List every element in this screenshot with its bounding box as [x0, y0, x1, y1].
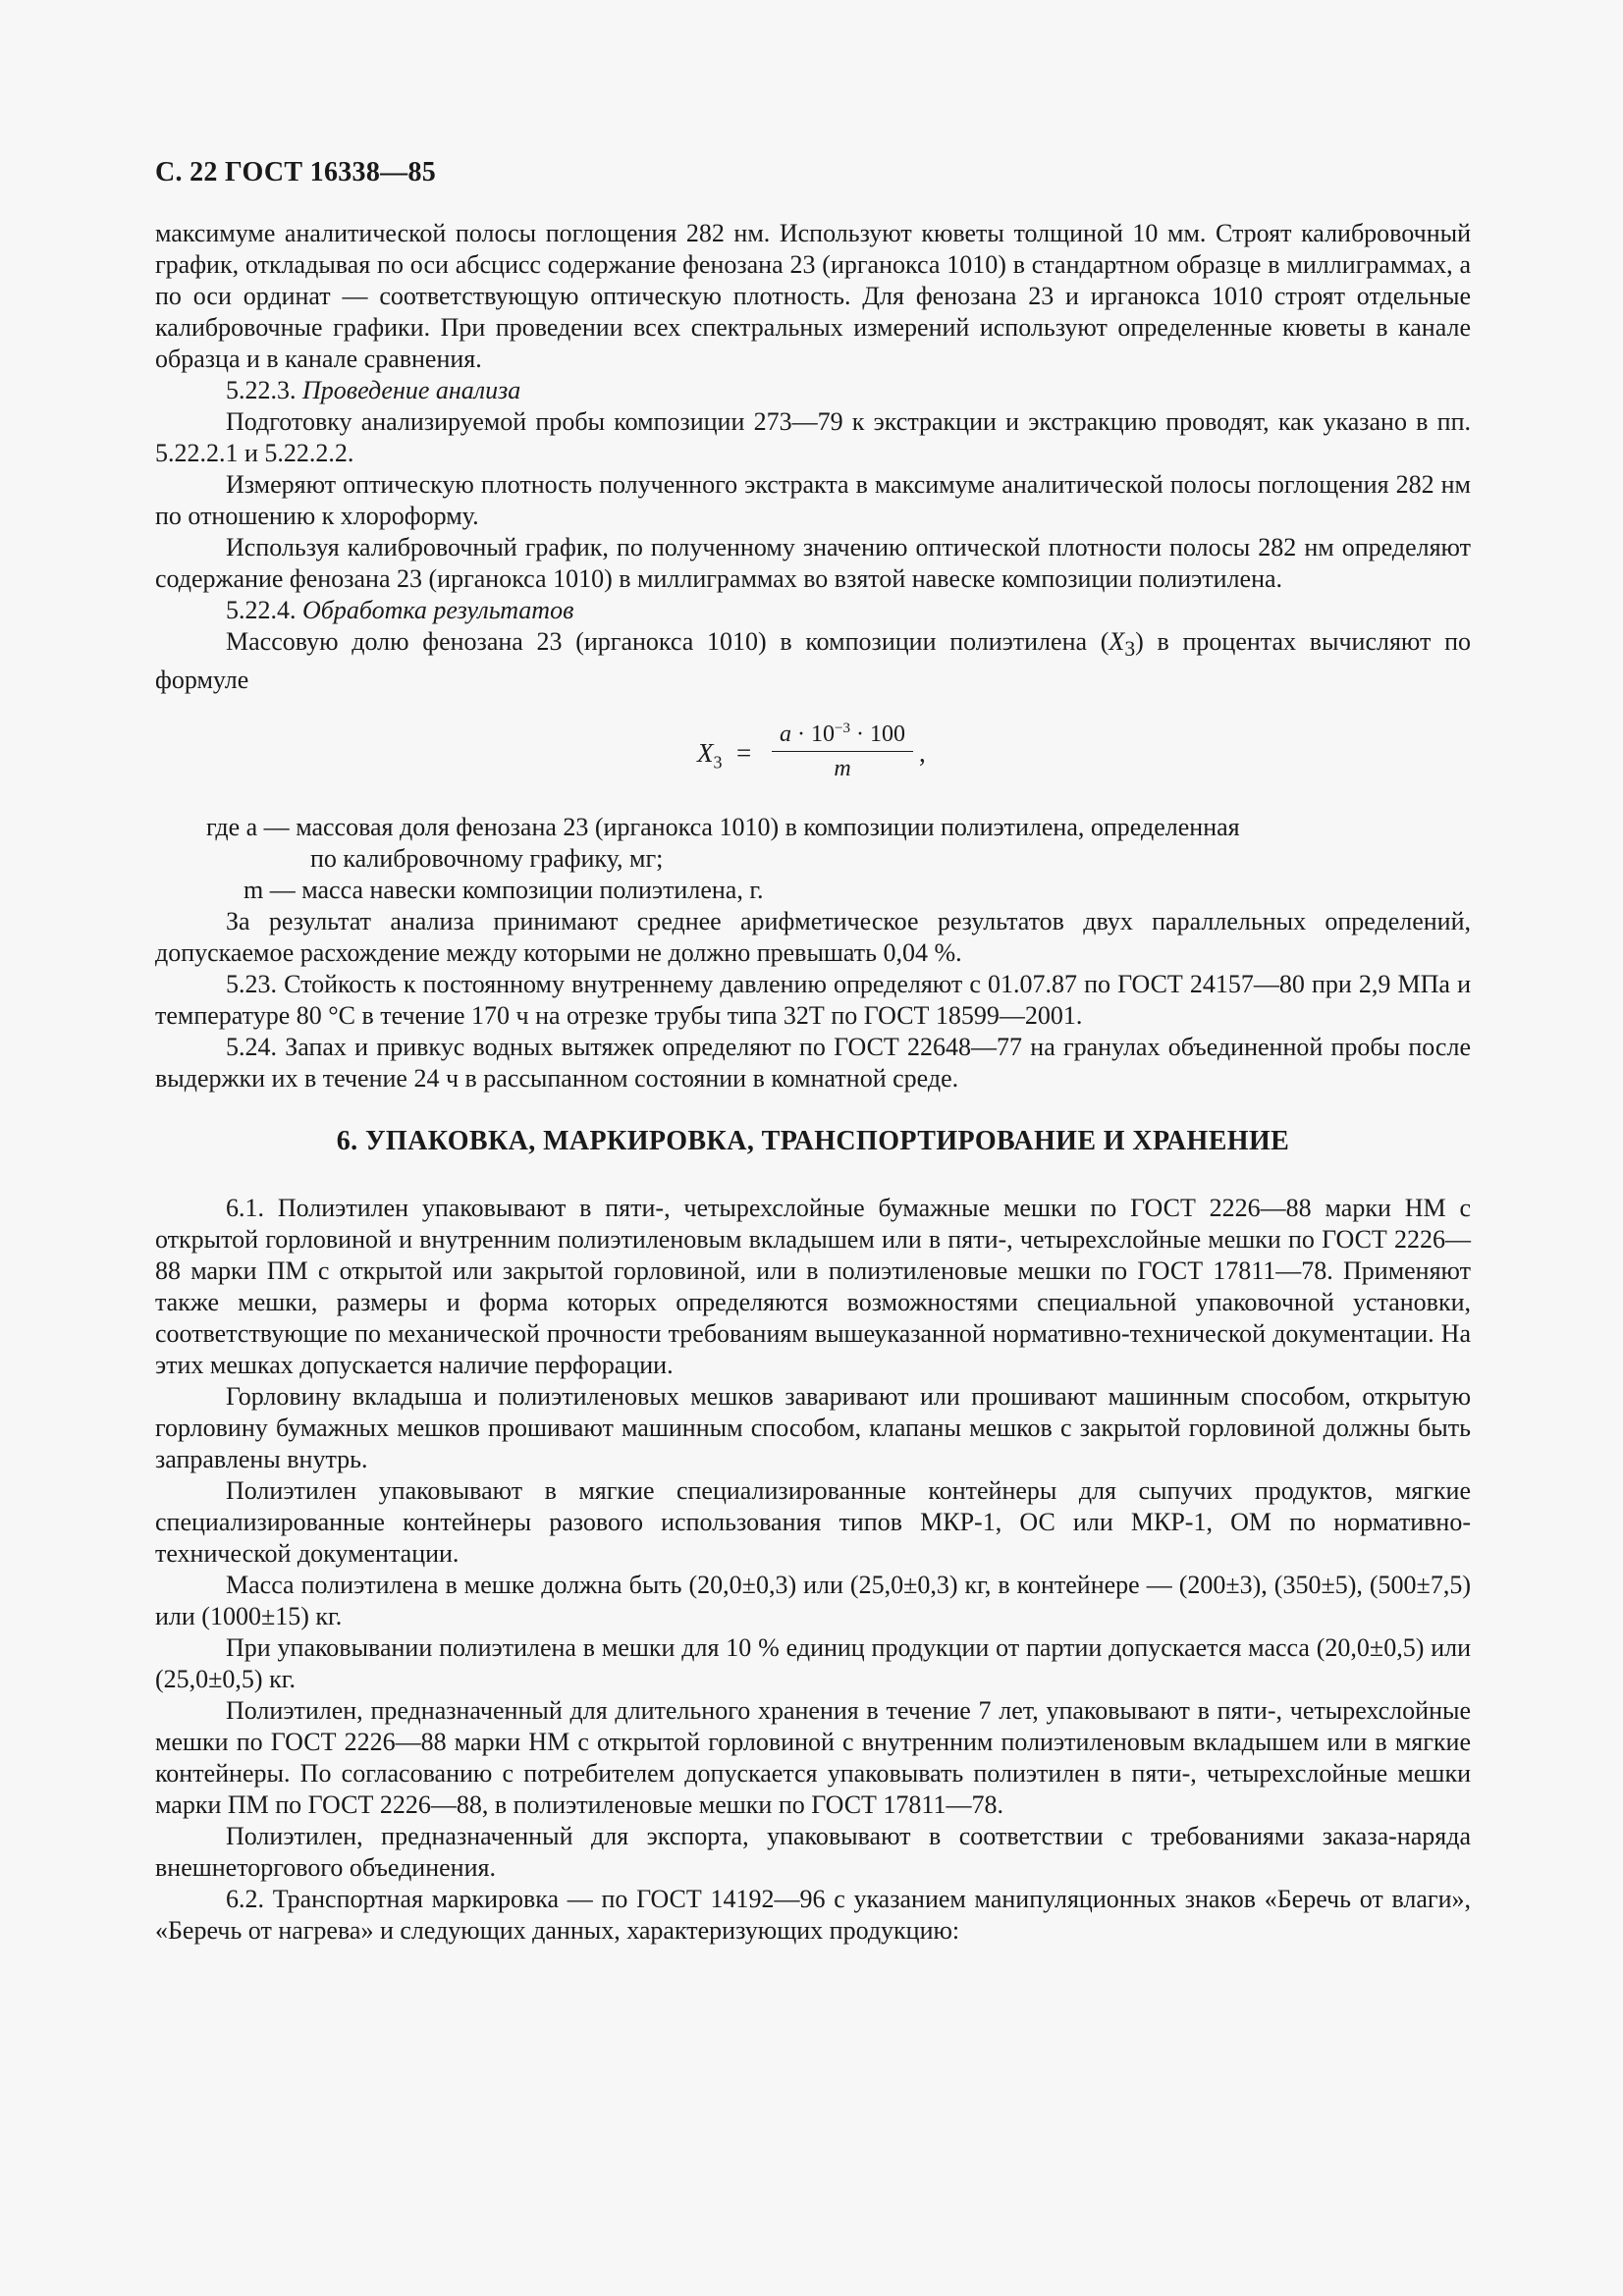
legend-row-a	[155, 812, 1471, 843]
formula-intro-text-end: ) в процентах вычисляют по формуле	[155, 627, 1471, 695]
subsection-number: 5.22.4.	[226, 596, 297, 624]
formula-intro-text: Массовую долю фенозана 23 (ирганокса 1010) в композиции полиэтилена (	[226, 627, 1109, 656]
legend-label-a: где a —	[206, 813, 297, 842]
page-header: С. 22 ГОСТ 16338—85	[155, 157, 437, 187]
paragraph-long-storage: Полиэтилен, предназначенный для длительного хранения в течение 7 лет, упаковывают в пяти-, четырехслойные мешки по ГОСТ 2226—88 марки НМ с открытой горловиной с внутренним полиэтиленовым вкладышем или в мягкие контейнеры. По согласованию с потребителем допускается упаковывать полиэтилен в пяти-, четырехслойные мешки марки ПМ по ГОСТ 2226—88, в полиэтиленовые мешки по ГОСТ 17811—78.	[155, 1696, 1471, 1820]
formula-fraction	[772, 714, 913, 783]
paragraph-result: За результат анализа принимают среднее арифметическое результатов двух параллельных определений, допускаемое расхождение между которыми не должно превышать 0,04 %.	[155, 907, 1471, 968]
fraction-bar	[772, 751, 913, 752]
formula-numerator	[772, 714, 913, 749]
legend-text-a: массовая доля фенозана 23 (ирганокса 1010) в композиции полиэтилена, определенная	[296, 813, 1240, 842]
legend-label-m: m —	[243, 876, 302, 905]
formula-lhs-subscript: 3	[713, 752, 723, 773]
paragraph-calibration: максимуме аналитической полосы поглощения 282 нм. Используют кюветы толщиной 10 мм. Строят калибровочный график, откладывая по оси абсцисс содержание фенозана 23 (ирганокса 1010) в стандартном образце в миллиграммах, а по оси ординат — соответствующую оптическую плотность. Для фенозана 23 и ирганокса 1010 строят отдельные калибровочные графики. При проведении всех спектральных измерений используют определенные кюветы в канале образца и в канале сравнения.	[155, 219, 1471, 373]
subsection-title: Проведение анализа	[302, 376, 521, 404]
paragraph-mass-tolerance: При упаковывании полиэтилена в мешки для 10 % единиц продукции от партии допускается масса (20,0±0,5) или (25,0±0,5) кг.	[155, 1633, 1471, 1694]
legend-continuation-a: по калибровочному графику, мг;	[310, 844, 664, 874]
formula-lhs	[697, 737, 723, 777]
formula-lhs-var: X	[697, 738, 714, 769]
formula-numerator-a: a	[780, 721, 792, 748]
legend-row-m	[155, 875, 1471, 906]
paragraph-preparation: Подготовку анализируемой пробы композиции 273—79 к экстракции и экстракцию проводят, как указано в пп. 5.22.2.1 и 5.22.2.2.	[155, 407, 1471, 467]
formula-numerator-rest: · 100	[849, 721, 905, 748]
formula-intro-subscript: 3	[1124, 637, 1136, 662]
paragraph-5-24: 5.24. Запах и привкус водных вытяжек определяют по ГОСТ 22648—77 на гранулах объединенной пробы после выдержки их в течение 24 ч в рассыпанном состоянии в комнатной среде.	[155, 1033, 1471, 1094]
paragraph-export: Полиэтилен, предназначенный для экспорта, упаковывают в соответствии с требованиями заказа-наряда внешнеторгового объединения.	[155, 1822, 1471, 1883]
legend-text-m: масса навески композиции полиэтилена, г.	[301, 876, 764, 905]
section-6-title: 6. УПАКОВКА, МАРКИРОВКА, ТРАНСПОРТИРОВАНИЕ И ХРАНЕНИЕ	[336, 1126, 1290, 1157]
formula	[155, 714, 1471, 804]
paragraph-6-1: 6.1. Полиэтилен упаковывают в пяти-, четырехслойные бумажные мешки по ГОСТ 2226—88 марки НМ с открытой горловиной и внутренним полиэтиленовым вкладышем или в пяти-, четырехслойные мешки по ГОСТ 2226—88 марки ПМ с открытой или закрытой горловиной, или в полиэтиленовые мешки по ГОСТ 17811—78. Применяют также мешки, размеры и форма которых определяются возможностями специальной упаковочной установки, соответствующие по механической прочности требованиям вышеуказанной нормативно-технической документации. На этих мешках допускается наличие перфорации.	[155, 1194, 1471, 1380]
subsection-5-22-4	[155, 595, 1471, 626]
formula-intro-variable: X	[1109, 627, 1125, 656]
formula-legend	[155, 812, 1471, 906]
paragraph-mass: Масса полиэтилена в мешке должна быть (20,0±0,3) или (25,0±0,3) кг, в контейнере — (200±3), (350±5), (500±7,5) или (1000±15) кг.	[155, 1571, 1471, 1631]
paragraph-5-23: 5.23. Стойкость к постоянному внутреннему давлению определяют с 01.07.87 по ГОСТ 24157—80 при 2,9 МПа и температуре 80 °С в течение 170 ч на отрезке трубы типа 32Т по ГОСТ 18599—2001.	[155, 970, 1471, 1031]
formula-denominator: m	[834, 756, 851, 782]
paragraph-formula-intro	[155, 626, 1471, 696]
subsection-title: Обработка результатов	[302, 596, 574, 624]
formula-numerator-power-base: · 10	[791, 721, 836, 748]
paragraph-containers: Полиэтилен упаковывают в мягкие специализированные контейнеры для сыпучих продуктов, мягкие специализированные контейнеры разового использования типов МКР-1, ОС или МКР-1, ОМ по нормативно-технической документации.	[155, 1476, 1471, 1569]
paragraph-sealing: Горловину вкладыша и полиэтиленовых мешков заваривают или прошивают машинным способом, открытую горловину бумажных мешков прошивают машинным способом, клапаны мешков с закрытой горловиной должны быть заправлены внутрь.	[155, 1382, 1471, 1474]
paragraph-6-2: 6.2. Транспортная маркировка — по ГОСТ 14192—96 с указанием манипуляционных знаков «Беречь от влаги», «Беречь от нагрева» и следующих данных, характеризующих продукцию:	[155, 1885, 1471, 1946]
subsection-5-22-3	[155, 375, 1471, 406]
paragraph-measurement: Измеряют оптическую плотность полученного экстракта в максимуме аналитической полосы поглощения 282 нм по отношению к хлороформу.	[155, 470, 1471, 530]
formula-equals: =	[736, 738, 752, 769]
subsection-number: 5.22.3.	[226, 376, 297, 404]
formula-comma: ,	[919, 738, 926, 769]
paragraph-calibration-use: Используя калибровочный график, по полученному значению оптической плотности полосы 282 нм определяют содержание фенозана 23 (ирганокса 1010) в миллиграммах во взятой навеске композиции полиэтилена.	[155, 533, 1471, 593]
page-content	[155, 157, 1471, 1947]
formula-numerator-exponent: −3	[835, 721, 850, 737]
